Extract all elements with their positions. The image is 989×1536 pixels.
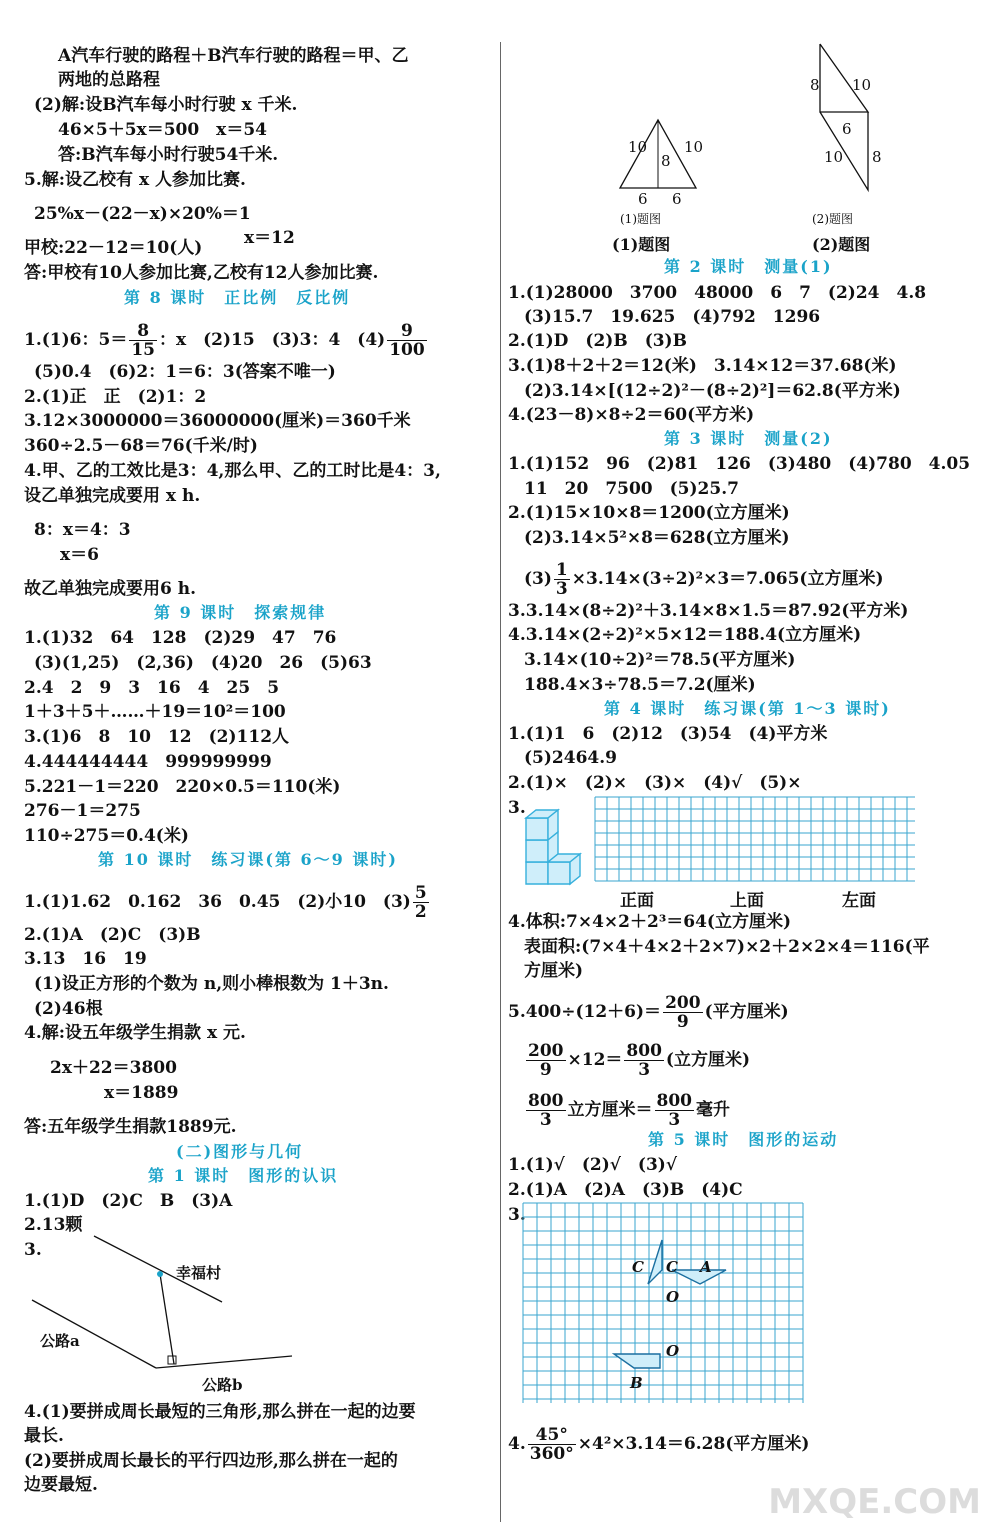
text-line: 故乙单独完成要用6 h. [24, 579, 197, 599]
text-line: 3.3.14×(8÷2)²＋3.14×8×1.5＝87.92(平方米) [508, 601, 909, 621]
fraction: $\frac{1}{3}$ [555, 560, 568, 599]
watermark: MXQE.COM [768, 1482, 981, 1522]
text-line: 1.(1)1 6 (2)12 (3)54 (4)平方米 [508, 724, 828, 744]
text-line: 甲校:22－12＝10(人) [24, 238, 203, 258]
figure-caption: (2)题图 [812, 212, 853, 226]
text-line: 2.(1)15×10×8＝1200(立方厘米) [508, 503, 790, 523]
fraction: $\frac{800}{3}$ [656, 1091, 692, 1130]
text-line: 3.12×3000000＝36000000(厘米)＝360千米 [24, 411, 411, 431]
text-line: 答:甲校有10人参加比赛,乙校有12人参加比赛. [24, 263, 379, 283]
text-line: 2.(1)A (2)A (3)B (4)C [508, 1180, 743, 1200]
fraction: $\frac{8}{15}$ [131, 321, 155, 360]
text-line: 4.甲、乙的工效比是3：4,那么甲、乙的工时比是4：3, [24, 461, 441, 481]
text-line: (3)15.7 19.625 (4)792 1296 [524, 307, 821, 327]
section-heading: 第 4 课时 练习课(第 1～3 课时) [604, 699, 891, 718]
section-heading: 第 9 课时 探索规律 [154, 603, 327, 622]
text-line: 4.444444444 999999999 [24, 752, 272, 772]
side-label: 10 [824, 148, 844, 166]
text-line: 最长. [24, 1426, 64, 1446]
text-line: 188.4×3÷78.5＝7.2(厘米) [524, 675, 756, 695]
side-label: 6 [842, 120, 852, 138]
text-line: 4.3.14×(2÷2)²×5×12＝188.4(立方厘米) [508, 625, 862, 645]
text-line: 360÷2.5－68＝76(千米/时) [24, 436, 258, 456]
figure-caption: (2)题图 [812, 235, 871, 254]
side-label: 10 [852, 76, 872, 94]
text-line: 1＋3＋5＋……＋19＝10²＝100 [24, 702, 286, 722]
section-heading: 第 10 课时 练习课(第 6～9 课时) [98, 850, 398, 869]
text-line: 4.体积:7×4×2＋2³＝64(立方厘米) [508, 912, 792, 932]
grid-label-c: C [632, 1258, 644, 1276]
equation: x＝12 [244, 228, 295, 248]
village-label: 幸福村 [176, 1264, 222, 1282]
text-line: 276－1＝275 [24, 801, 141, 821]
text-line: 5.解:设乙校有 x 人参加比赛. [24, 170, 246, 190]
view-label-front: 正面 [620, 891, 654, 911]
grid-label-a: A [700, 1258, 712, 1276]
column-divider [500, 42, 501, 1522]
text-line: 1.(1)√ (2)√ (3)√ [508, 1155, 678, 1175]
grid-label-c: C [666, 1258, 678, 1276]
text-line: 3.(1)6 8 10 12 (2)112人 [24, 727, 290, 747]
text-line: (2)3.14×[(12÷2)²－(8÷2)²]＝62.8(平方米) [524, 381, 901, 401]
text-line: A汽车行驶的路程＋B汽车行驶的路程＝甲、乙 [58, 46, 409, 66]
equation: x＝6 [60, 545, 99, 565]
text-line: 110÷275＝0.4(米) [24, 826, 189, 846]
road-diagram [24, 1230, 314, 1395]
text-line: 方厘米) [524, 961, 584, 981]
text-line: 3. [24, 1240, 42, 1260]
text-line: 设乙单独完成要用 x h. [24, 486, 201, 506]
section-heading: 第 5 课时 图形的运动 [648, 1130, 839, 1149]
text-line: 答:五年级学生捐款1889元. [24, 1117, 237, 1137]
fraction: $\frac{9}{100}$ [389, 321, 425, 360]
side-label: 8 [661, 152, 671, 170]
text-line: 1.(1)32 64 128 (2)29 47 76 [24, 628, 337, 648]
text-line: 46×5＋5x＝500 x＝54 [58, 120, 267, 140]
text-line: 2.4 2 9 3 16 4 25 5 [24, 678, 280, 698]
text-line: 11 20 7500 (5)25.7 [524, 479, 739, 499]
view-grid [594, 796, 916, 882]
road-a-label: 公路a [40, 1332, 80, 1350]
text-line: (2)3.14×5²×8＝628(立方厘米) [524, 528, 790, 548]
equation: 2x＋22＝3800 [50, 1058, 177, 1078]
view-label-top: 上面 [730, 891, 764, 911]
view-label-left: 左面 [842, 891, 876, 911]
equation: 25%x－(22－x)×20%＝1 [34, 204, 251, 224]
text-line: 1.(1)28000 3700 48000 6 7 (2)24 4.8 [508, 283, 927, 303]
text-line: 表面积:(7×4＋4×2＋2×7)×2＋2×2×4＝116(平 [524, 937, 930, 957]
text-line: 3. [508, 1205, 526, 1225]
text-line: 1.(1)D (2)C B (3)A [24, 1191, 233, 1211]
fraction: $\frac{200}{9}$ [528, 1041, 564, 1080]
text-line: $\frac{200}{9}$ ×12＝ $\frac{800}{3}$ (立方厘米) [528, 1041, 750, 1080]
equation: 8：x＝4：3 [34, 520, 131, 540]
section-heading: 第 1 课时 图形的认识 [148, 1166, 339, 1185]
text-line: 2.(1)× (2)× (3)× (4)√ (5)× [508, 773, 802, 793]
text-line: 1.(1)6：5＝ $\frac{8}{15}$ ：x (2)15 (3)3：4 (4) $\frac{9}{100}$ [24, 321, 425, 360]
text-line: 2.(1)正 正 (2)1：2 [24, 387, 207, 407]
side-label: 10 [628, 138, 648, 156]
equation: x＝1889 [104, 1083, 179, 1103]
text-line: 4. $\frac{45^\circ}{360^\circ}$ ×4²×3.14＝6.28(平方厘米) [508, 1425, 810, 1464]
text-line: 4.(1)要拼成周长最短的三角形,那么拼在一起的边要 [24, 1402, 416, 1422]
triangle-figures [608, 40, 898, 210]
text-line: 两地的总路程 [58, 70, 160, 90]
fraction: $\frac{5}{2}$ [414, 883, 427, 922]
fraction: $\frac{200}{9}$ [665, 993, 701, 1032]
grid-label-b: B [630, 1374, 643, 1392]
side-label: 10 [684, 138, 704, 156]
text-line: $\frac{800}{3}$ 立方厘米＝ $\frac{800}{3}$ 毫升 [528, 1091, 730, 1130]
text-line: 3.14×(10÷2)²＝78.5(平方厘米) [524, 650, 796, 670]
side-label: 6 [672, 190, 682, 208]
text-line: (2)要拼成周长最长的平行四边形,那么拼在一起的 [24, 1451, 398, 1471]
text-line: (3) $\frac{1}{3}$ ×3.14×(3÷2)²×3＝7.065(立方厘米) [524, 560, 884, 599]
text-line: 3.(1)8＋2＋2＝12(米) 3.14×12＝37.68(米) [508, 356, 897, 376]
text-line: 5.221－1＝220 220×0.5＝110(米) [24, 777, 341, 797]
section-heading: 第 3 课时 测量(2) [664, 429, 833, 448]
side-label: 8 [872, 148, 882, 166]
text-line: (1)设正方形的个数为 n,则小棒根数为 1＋3n. [34, 974, 389, 994]
fraction: $\frac{800}{3}$ [626, 1041, 662, 1080]
section-heading: 第 2 课时 测量(1) [664, 257, 833, 276]
text-line: (2)46根 [34, 999, 103, 1019]
text-line: 1.(1)1.62 0.162 36 0.45 (2)小10 (3) $\frac{5}{2}$ [24, 883, 427, 922]
text-line: 边要最短. [24, 1475, 98, 1495]
text-line: 答:B汽车每小时行驶54千米. [58, 145, 279, 165]
figure-caption: (1)题图 [612, 235, 671, 254]
section-heading: 第 8 课时 正比例 反比例 [124, 288, 351, 307]
figure-caption: (1)题图 [620, 212, 661, 226]
text-line: 5.400÷(12＋6)＝ $\frac{200}{9}$ (平方厘米) [508, 993, 789, 1032]
text-line: 3. [508, 798, 526, 818]
text-line: (3)(1,25) (2,36) (4)20 26 (5)63 [34, 653, 372, 673]
text-line: 2.13颗 [24, 1215, 83, 1235]
side-label: 6 [638, 190, 648, 208]
fraction: $\frac{800}{3}$ [528, 1091, 564, 1130]
cube-stack-drawing [522, 806, 592, 888]
grid-label-o: O [666, 1342, 680, 1360]
text-line: 3.13 16 19 [24, 949, 147, 969]
transformation-grid [522, 1202, 804, 1406]
grid-label-o: O [666, 1288, 680, 1306]
text-line: 2.(1)A (2)C (3)B [24, 925, 201, 945]
text-line: 2.(1)D (2)B (3)B [508, 331, 687, 351]
text-line: 4.解:设五年级学生捐款 x 元. [24, 1023, 246, 1043]
text-line: 1.(1)152 96 (2)81 126 (3)480 (4)780 4.05 [508, 454, 971, 474]
text-line: (2)解:设B汽车每小时行驶 x 千米. [34, 95, 298, 115]
section-heading: (二)图形与几何 [176, 1142, 304, 1161]
fraction: $\frac{45^\circ}{360^\circ}$ [529, 1425, 574, 1464]
text-line: (5)0.4 (6)2：1＝6：3(答案不唯一) [34, 362, 336, 382]
text-line: 4.(23－8)×8÷2＝60(平方米) [508, 405, 755, 425]
side-label: 8 [810, 76, 820, 94]
text-line: (5)2464.9 [524, 748, 617, 768]
road-b-label: 公路b [202, 1376, 243, 1394]
